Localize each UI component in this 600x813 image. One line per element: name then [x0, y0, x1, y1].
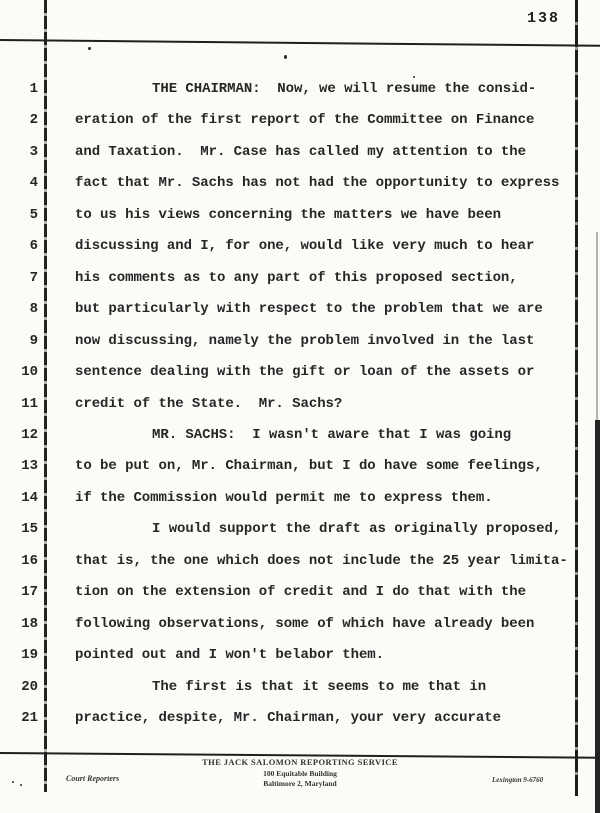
- line-text: practice, despite, Mr. Chairman, your very accurate: [75, 710, 501, 726]
- line-number: 3: [29, 143, 38, 160]
- transcript-line: [0, 616, 600, 638]
- line-number: 19: [21, 647, 38, 664]
- line-text: fact that Mr. Sachs has not had the opportunity to express: [75, 175, 560, 192]
- transcript-line: [0, 175, 600, 197]
- line-number: 8: [29, 301, 38, 318]
- line-text: now discussing, namely the problem involved in the last: [75, 332, 535, 349]
- line-number: 11: [21, 395, 38, 412]
- line-number: 7: [29, 269, 38, 286]
- transcript-line: [0, 238, 600, 260]
- transcript-line: [0, 333, 600, 355]
- line-text: and Taxation. Mr. Case has called my attention to the: [75, 143, 526, 160]
- transcript-line: [0, 521, 600, 543]
- transcript-line: [0, 427, 600, 449]
- scan-speck: [12, 781, 14, 783]
- transcript-line: [0, 81, 600, 103]
- transcript-line: [0, 112, 600, 134]
- transcript-line: [0, 301, 600, 323]
- line-text: but particularly with respect to the problem that we are: [75, 301, 543, 318]
- line-text: discussing and I, for one, would like very much to hear: [75, 238, 535, 255]
- line-number: 20: [21, 678, 38, 695]
- transcript-line: [0, 490, 600, 512]
- transcript-line: [0, 144, 600, 166]
- footer-address-line2: Baltimore 2, Maryland: [263, 779, 337, 788]
- line-text: if the Commission would permit me to express them.: [75, 489, 493, 506]
- line-number: 1: [29, 81, 38, 97]
- line-number: 2: [29, 112, 38, 129]
- line-number: 9: [29, 332, 38, 349]
- line-text: MR. SACHS: I wasn't aware that I was going: [152, 426, 512, 443]
- line-text: sentence dealing with the gift or loan of the assets or: [75, 364, 535, 381]
- line-number: 13: [21, 458, 38, 475]
- line-text: The first is that it seems to me that in: [152, 678, 487, 695]
- line-text: THE CHAIRMAN: Now, we will resume the consid-: [152, 81, 537, 97]
- transcript-line: [0, 396, 600, 418]
- page-number: 138: [527, 10, 561, 27]
- line-text: his comments as to any part of this proposed section,: [75, 269, 518, 286]
- line-number: 18: [21, 615, 38, 632]
- transcript-line: [0, 458, 600, 480]
- footer-phone-number: Lexington 9-6760: [492, 776, 544, 784]
- line-number: 5: [29, 206, 38, 223]
- scan-speck: [413, 76, 415, 78]
- footer-reporting-service-block: [150, 757, 450, 788]
- line-text: credit of the State. Mr. Sachs?: [75, 395, 343, 412]
- line-number: 4: [29, 175, 38, 192]
- transcript-line: [0, 553, 600, 575]
- transcript-line: [0, 270, 600, 292]
- transcript-line: [0, 647, 600, 669]
- line-number: 10: [21, 364, 38, 381]
- transcript-line: [0, 364, 600, 386]
- footer-address-line1: 100 Equitable Building: [263, 768, 337, 778]
- line-text: tion on the extension of credit and I do that with the: [75, 584, 526, 601]
- line-number: 14: [21, 489, 38, 506]
- footer-court-reporters: Court Reporters: [66, 774, 120, 783]
- footer-service-name: THE JACK SALOMON REPORTING SERVICE: [202, 757, 398, 767]
- scan-speck: [88, 47, 91, 50]
- line-text: following observations, some of which have already been: [75, 615, 535, 632]
- line-text: to be put on, Mr. Chairman, but I do have some feelings,: [75, 458, 543, 475]
- line-number: 17: [21, 584, 38, 601]
- transcript-line: [0, 584, 600, 606]
- line-number: 12: [21, 426, 38, 443]
- line-text: eration of the first report of the Committee on Finance: [75, 112, 535, 129]
- scan-speck: [284, 55, 287, 59]
- line-text: I would support the draft as originally proposed,: [152, 521, 562, 538]
- line-number: 16: [21, 552, 38, 569]
- transcript-line: [0, 710, 600, 732]
- transcript-line: [0, 207, 600, 229]
- transcript-line: [0, 679, 600, 701]
- line-number: 15: [21, 521, 38, 538]
- line-text: pointed out and I won't belabor them.: [75, 647, 385, 664]
- line-text: that is, the one which does not include the 25 year limita-: [75, 552, 568, 569]
- line-number: 6: [29, 238, 38, 255]
- scan-speck: [20, 784, 22, 786]
- line-text: to us his views concerning the matters we have been: [75, 206, 501, 223]
- line-number: 21: [21, 710, 38, 726]
